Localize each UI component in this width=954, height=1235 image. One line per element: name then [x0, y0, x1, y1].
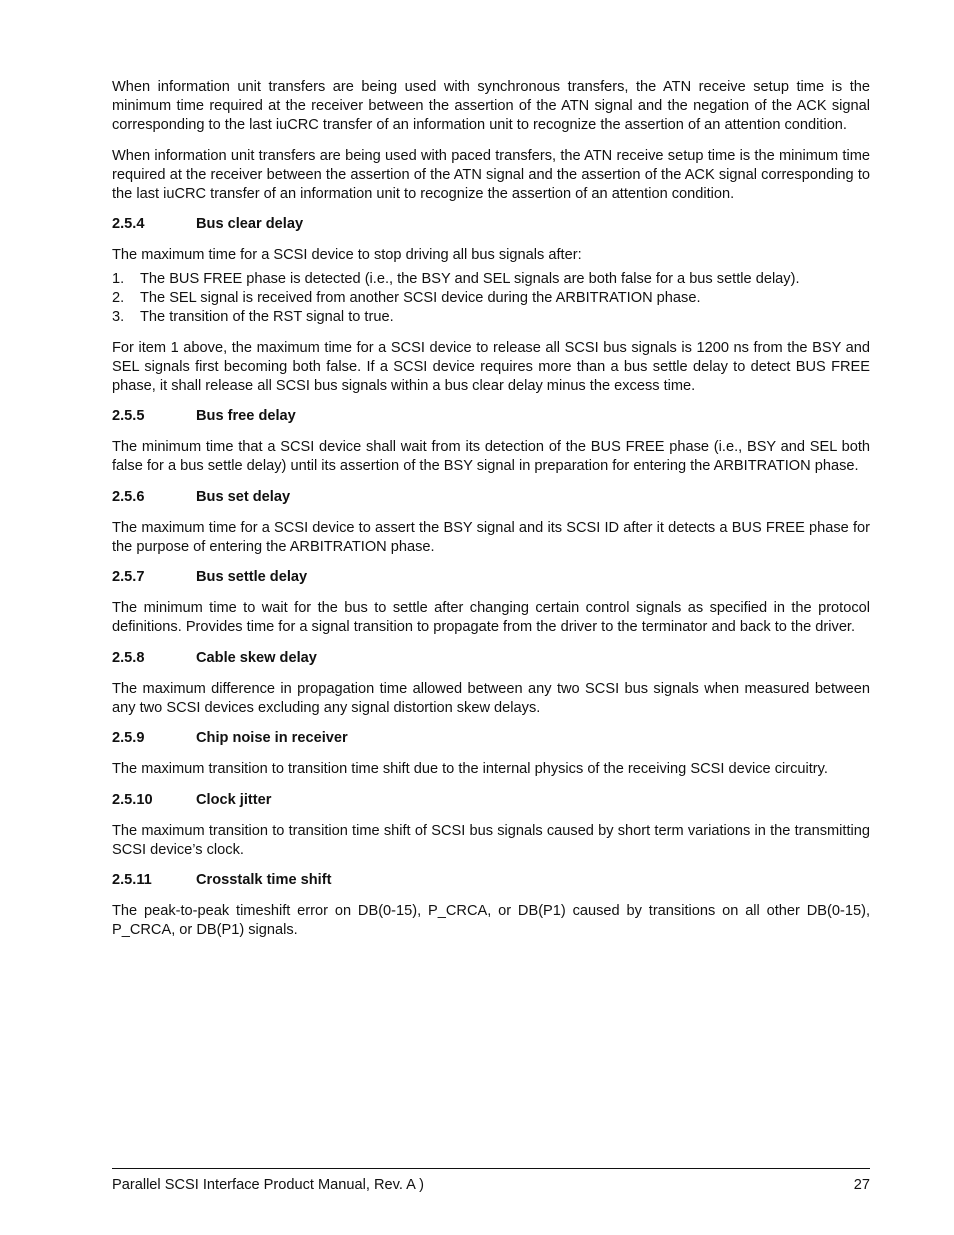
- section-heading-2-5-5: [112, 407, 870, 426]
- section-2-5-5-body: The minimum time that a SCSI device shall wait from its detection of the BUS FREE phase (i.e., BSY and SEL both false for a bus settle delay) until its assertion of the BSY signal in preparation for entering the ARBITRATION phase.: [112, 439, 870, 474]
- section-number: 2.5.11: [112, 872, 152, 888]
- section-2-5-10-body: The maximum transition to transition time shift of SCSI bus signals caused by short term variations in the transmitting SCSI device’s clock.: [112, 822, 870, 858]
- section-number: 2.5.7: [112, 569, 145, 585]
- list-item-number: 3.: [112, 308, 125, 325]
- section-title: Clock jitter: [196, 791, 272, 808]
- footer-document-title: Parallel SCSI Interface Product Manual, Rev. A ): [112, 1177, 425, 1193]
- section-title: Bus clear delay: [196, 216, 304, 232]
- section-heading-2-5-6: [112, 488, 870, 507]
- section-2-5-4-lead: The maximum time for a SCSI device to stop driving all bus signals after:: [112, 247, 582, 263]
- section-heading-2-5-7: [112, 568, 870, 587]
- section-heading-2-5-10: [112, 791, 870, 810]
- list-item-number: 1.: [112, 270, 125, 287]
- section-2-5-11-body: The peak-to-peak timeshift error on DB(0-15), P_CRCA, or DB(P1) caused by transitions on all other DB(0-15), P_CRCA, or DB(P1) signals.: [112, 903, 870, 938]
- list-item-text: The BUS FREE phase is detected (i.e., the BSY and SEL signals are both false for a bus settle delay).: [140, 270, 800, 287]
- page-body: [112, 78, 870, 952]
- bus-clear-conditions-list: [112, 270, 870, 327]
- section-2-5-8-body: The maximum difference in propagation time allowed between any two SCSI bus signals when measured between any two SCSI devices excluding any signal distortion skew delays.: [112, 680, 870, 716]
- section-number: 2.5.10: [112, 791, 153, 808]
- list-item: [112, 270, 870, 289]
- section-title: Bus set delay: [196, 488, 291, 505]
- section-2-5-4-note: For item 1 above, the maximum time for a SCSI device to release all SCSI bus signals is 1200 ns from the BSY and SEL signals first becoming both false. If a SCSI device requires more than a bus settle delay to detect BUS FREE phase, it shall release all SCSI bus signals within a bus clear delay minus the excess time.: [112, 339, 870, 394]
- section-number: 2.5.4: [112, 216, 145, 232]
- section-number: 2.5.6: [112, 488, 145, 505]
- section-title: Bus settle delay: [196, 569, 308, 585]
- intro-paragraph-2: When information unit transfers are being used with paced transfers, the ATN receive setup time is the minimum time required at the receiver between the assertion of the ATN signal and the assertion of the ACK signal corresponding to the last iuCRC transfer of an information unit to recognize the assertion of an attention condition.: [112, 147, 870, 202]
- list-item: [112, 289, 870, 308]
- section-heading-2-5-9: [112, 729, 870, 748]
- list-item: [112, 308, 870, 327]
- section-title: Chip noise in receiver: [196, 730, 348, 746]
- footer-divider: [112, 1168, 870, 1169]
- section-heading-2-5-11: [112, 871, 870, 890]
- section-2-5-6-body: The maximum time for a SCSI device to assert the BSY signal and its SCSI ID after it detects a BUS FREE phase for the purpose of entering the ARBITRATION phase.: [112, 519, 870, 555]
- section-heading-2-5-4: [112, 215, 870, 234]
- section-title: Crosstalk time shift: [196, 872, 332, 888]
- section-number: 2.5.8: [112, 649, 145, 666]
- section-number: 2.5.9: [112, 730, 145, 746]
- intro-paragraph-1: When information unit transfers are being used with synchronous transfers, the ATN receive setup time is the minimum time required at the receiver between the assertion of the ATN signal and the negation of the ACK signal corresponding to the last iuCRC transfer of an information unit to recognize the assertion of an attention condition.: [112, 79, 870, 133]
- list-item-number: 2.: [112, 289, 125, 306]
- section-title: Bus free delay: [196, 408, 296, 424]
- page-footer: [112, 1176, 870, 1195]
- section-heading-2-5-8: [112, 649, 870, 668]
- list-item-text: The SEL signal is received from another SCSI device during the ARBITRATION phase.: [140, 289, 701, 306]
- page-number: 27: [853, 1177, 870, 1193]
- section-2-5-9-body: The maximum transition to transition time shift due to the internal physics of the receiving SCSI device circuitry.: [112, 761, 828, 777]
- section-2-5-7-body: The minimum time to wait for the bus to settle after changing certain control signals as specified in the protocol definitions. Provides time for a signal transition to propagate from the driver to the terminator and back to the driver.: [112, 600, 870, 635]
- section-title: Cable skew delay: [196, 649, 317, 666]
- section-number: 2.5.5: [112, 408, 145, 424]
- list-item-text: The transition of the RST signal to true.: [140, 308, 394, 325]
